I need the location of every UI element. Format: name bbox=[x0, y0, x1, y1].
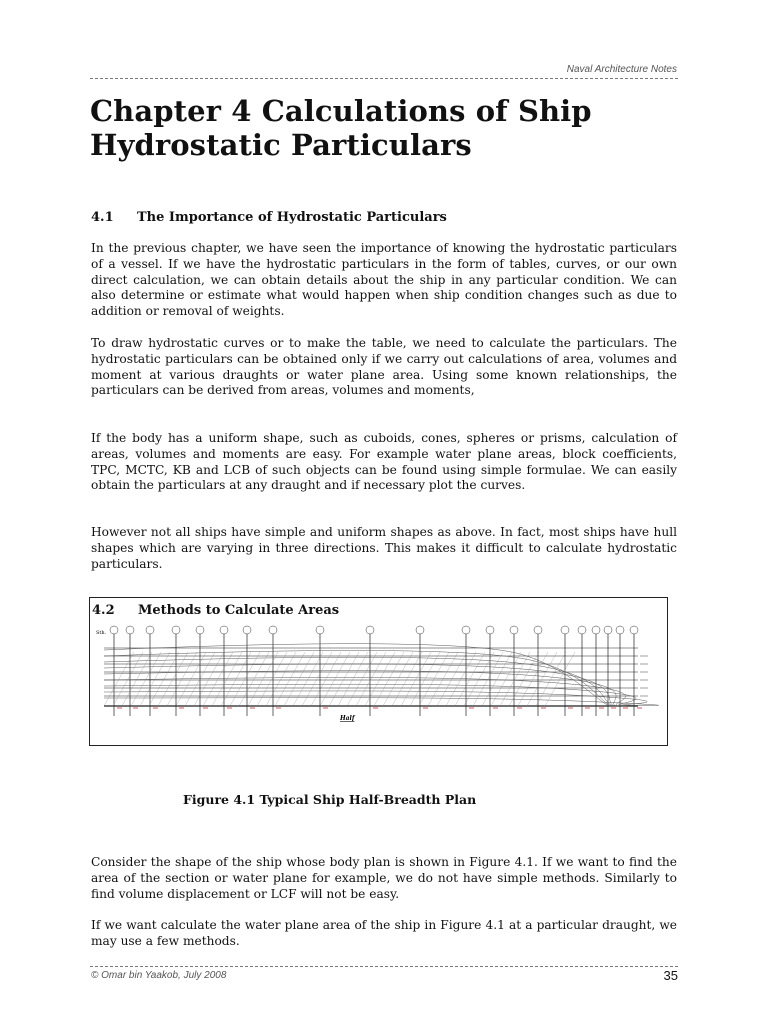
station-marker bbox=[220, 626, 228, 634]
station-marker bbox=[616, 626, 624, 634]
station-marker bbox=[196, 626, 204, 634]
station-marker bbox=[110, 626, 118, 634]
paragraph-5: Consider the shape of the ship whose body plan is shown in Figure 4.1. If we want to find the area of the section or water plane for example, we do not have simple methods. Similarly to find volume displacement or LCF will not be easy. bbox=[91, 855, 677, 901]
station-marker bbox=[510, 626, 518, 634]
station-marker bbox=[578, 626, 586, 634]
hull-curve bbox=[104, 691, 647, 706]
plan-label: Half bbox=[340, 715, 355, 722]
station-marker bbox=[316, 626, 324, 634]
station-marker bbox=[172, 626, 180, 634]
station-marker bbox=[561, 626, 569, 634]
paragraph-6: If we want calculate the water plane area of the ship in Figure 4.1 at a particular draught, we may use a few methods. bbox=[91, 918, 677, 948]
footer-copyright: © Omar bin Yaakob, July 2008 bbox=[91, 970, 227, 981]
paragraph-2: To draw hydrostatic curves or to make the table, we need to calculate the particulars. The hydrostatic particulars can be obtained only if we carry out calculations of area, volumes and moment at various draughts or water plane area. Using some known relationships, the particulars can be derived from areas, volumes and moments, bbox=[91, 336, 677, 398]
station-marker bbox=[243, 626, 251, 634]
station-marker bbox=[486, 626, 494, 634]
hatch-line bbox=[482, 652, 512, 706]
chapter-title-line-2: Hydrostatic Particulars bbox=[90, 128, 472, 162]
hatch-line bbox=[536, 652, 566, 706]
station-marker bbox=[462, 626, 470, 634]
hatch-line bbox=[500, 652, 530, 706]
station-marker bbox=[416, 626, 424, 634]
station-marker bbox=[604, 626, 612, 634]
section-number: 4.2 bbox=[92, 603, 115, 618]
hull-curve bbox=[104, 671, 618, 706]
hatch-line bbox=[545, 652, 575, 706]
hatch-line bbox=[428, 652, 458, 706]
hatch-line bbox=[509, 652, 539, 706]
figure-box bbox=[89, 597, 668, 746]
paragraph-3: If the body has a uniform shape, such as cuboids, cones, spheres or prisms, calculation of areas, volumes and moments are easy. For example water plane areas, block coefficients, TPC, MCTC, KB and LCB of such objects can be found using simple formulae. We can easily obtain the particulars at any draught and if necessary plot the curves. bbox=[91, 431, 677, 493]
section-title: The Importance of Hydrostatic Particulars bbox=[137, 210, 447, 225]
header-rule bbox=[90, 78, 678, 79]
hatch-line bbox=[491, 652, 521, 706]
station-marker bbox=[366, 626, 374, 634]
station-marker bbox=[126, 626, 134, 634]
section-number: 4.1 bbox=[91, 210, 114, 225]
footer-rule bbox=[90, 966, 678, 967]
hatch-line bbox=[437, 652, 467, 706]
station-marker bbox=[146, 626, 154, 634]
paragraph-4: However not all ships have simple and uniform shapes as above. In fact, most ships have hull shapes which are varying in three directions. This makes it difficult to calculate hydrostatic particulars. bbox=[91, 525, 677, 571]
section-title: Methods to Calculate Areas bbox=[138, 603, 340, 618]
page-number: 35 bbox=[663, 968, 678, 983]
hatch-line bbox=[518, 652, 548, 706]
hull-curve bbox=[104, 644, 610, 706]
paragraph-1: In the previous chapter, we have seen the importance of knowing the hydrostatic particulars of a vessel. If we have the hydrostatic particulars in the form of tables, curves, or our own direct calculation, we can obtain details about the ship in any particular condition. We can also determine or estimate what would happen when ship condition changes such as due to addition or removal of weights. bbox=[91, 241, 677, 319]
station-marker bbox=[592, 626, 600, 634]
station-marker bbox=[269, 626, 277, 634]
chapter-title bbox=[90, 94, 690, 162]
station-label: Sth. bbox=[96, 630, 107, 636]
figure-caption: Figure 4.1 Typical Ship Half-Breadth Plan bbox=[183, 792, 477, 807]
station-marker bbox=[630, 626, 638, 634]
station-marker bbox=[534, 626, 542, 634]
chapter-title-line-1: Chapter 4 Calculations of Ship bbox=[90, 94, 592, 128]
running-header: Naval Architecture Notes bbox=[566, 64, 677, 75]
section-heading-4-1 bbox=[91, 210, 447, 225]
half-breadth-plan-drawing bbox=[90, 598, 667, 745]
